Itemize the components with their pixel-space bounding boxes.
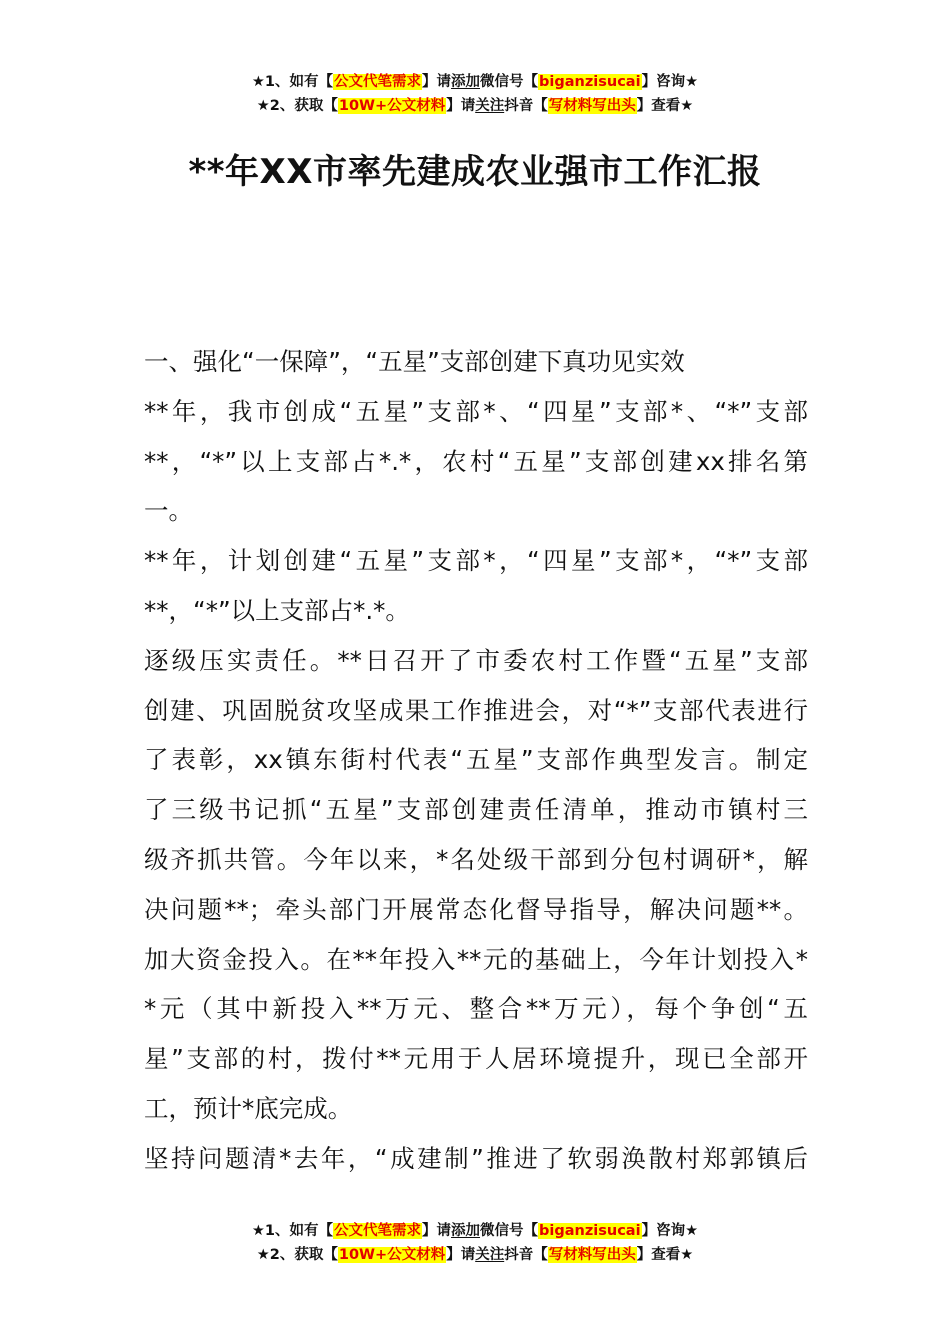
banner-highlight: 10W+公文材料 [338, 1247, 446, 1263]
banner-highlight: 写材料写出头 [548, 1247, 636, 1263]
body-line: 了三级书记抓“五星”支部创建责任清单，推动市镇村三 [144, 795, 808, 825]
banner-highlight: 公文代笔需求 [334, 1223, 422, 1239]
body-line: *元（其中新投入**万元、整合**万元），每个争创“五 [144, 994, 808, 1024]
banner-text: 】请 [422, 74, 452, 90]
body-line: 坚持问题清*去年，“成建制”推进了软弱涣散村郑郭镇后 [144, 1143, 808, 1173]
banner-highlight: 10W+公文材料 [338, 98, 446, 114]
body-line: **，“*”以上支部占*.*，农村“五星”支部创建xx排名第 [144, 446, 808, 476]
body-line: **年，我市创成“五星”支部*、“四星”支部*、“*”支部 [144, 396, 808, 426]
section-heading: 一、强化“一保障”，“五星”支部创建下真功见实效 [144, 347, 685, 376]
banner-text: 抖音【 [504, 98, 548, 114]
body-line: 逐级压实责任。**日召开了市委农村工作暨“五星”支部 [144, 645, 808, 675]
banner-text: 抖音【 [504, 1247, 548, 1263]
body-line: 一。 [144, 496, 193, 526]
banner-line-1 [0, 1219, 950, 1243]
banner-text: 微信号【 [480, 1223, 539, 1239]
document-body [144, 337, 808, 1184]
banner-text: 】查看★ [636, 1247, 694, 1263]
body-line: **，“*”以上支部占*.*。 [144, 595, 410, 625]
body-line: 创建、巩固脱贫攻坚成果工作推进会，对“*”支部代表进行 [144, 695, 808, 725]
banner-text: 】查看★ [636, 98, 694, 114]
footer-banner [0, 1219, 950, 1267]
banner-text: ★2、获取【 [256, 1247, 338, 1263]
banner-text: 】咨询★ [641, 74, 699, 90]
body-line: 了表彰，xx镇东街村代表“五星”支部作典型发言。制定 [144, 745, 808, 775]
banner-highlight: biganzisucai [539, 74, 641, 90]
banner-text: 】咨询★ [641, 1223, 699, 1239]
body-line: 工，预计*底完成。 [144, 1093, 353, 1123]
body-line: 星”支部的村，拨付**元用于人居环境提升，现已全部开 [144, 1044, 808, 1074]
banner-line-2 [0, 94, 950, 118]
banner-highlight: 写材料写出头 [548, 98, 636, 114]
body-line: 决问题**；牵头部门开展常态化督导指导，解决问题**。 [144, 894, 808, 924]
banner-text: ★2、获取【 [256, 98, 338, 114]
banner-underline: 添加 [451, 74, 481, 90]
body-line: 级齐抓共管。今年以来，*名处级干部到分包村调研*，解 [144, 844, 808, 874]
banner-text: ★1、如有【 [251, 74, 334, 90]
banner-text: ★1、如有【 [251, 1223, 334, 1239]
body-line: 加大资金投入。在**年投入**元的基础上，今年计划投入* [144, 944, 808, 974]
banner-highlight: biganzisucai [539, 1223, 641, 1239]
banner-line-2 [0, 1243, 950, 1267]
banner-text: 微信号【 [480, 74, 539, 90]
banner-text: 】请 [422, 1223, 452, 1239]
banner-line-1 [0, 70, 950, 94]
document-title: **年XX市率先建成农业强市工作汇报 [188, 152, 762, 192]
body-line: **年，计划创建“五星”支部*，“四星”支部*，“*”支部 [144, 546, 808, 576]
banner-text: 】请 [446, 98, 476, 114]
banner-underline: 添加 [451, 1223, 481, 1239]
banner-underline: 关注 [475, 98, 505, 114]
header-banner [0, 70, 950, 118]
banner-text: 】请 [446, 1247, 476, 1263]
banner-underline: 关注 [475, 1247, 505, 1263]
banner-highlight: 公文代笔需求 [334, 74, 422, 90]
